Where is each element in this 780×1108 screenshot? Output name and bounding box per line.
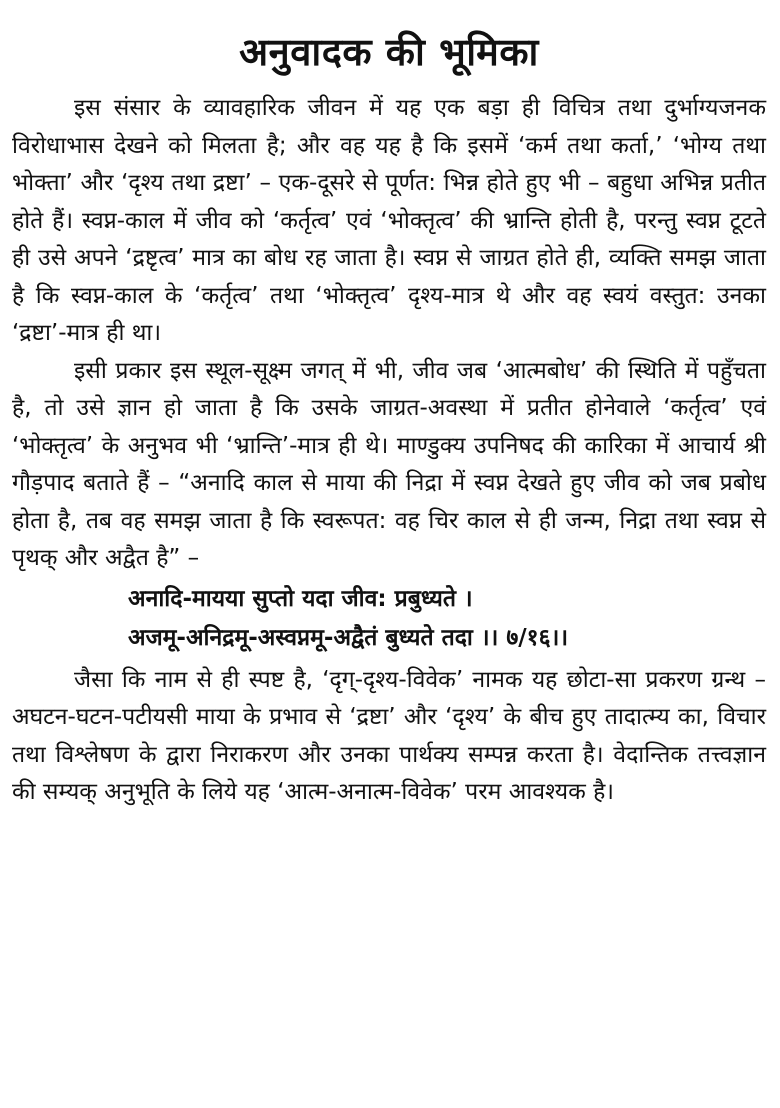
sanskrit-verse — [128, 580, 766, 658]
verse-line-2: अजमू-अनिद्रमू-अस्वप्नमू-अद्वैतं बुध्यते तदा ।। ७/१६।। — [128, 624, 569, 651]
verse-line-1: अनादि-मायया सुप्तो यदा जीव: प्रबुध्यते । — [128, 585, 473, 612]
paragraph-1: इस संसार के व्यावहारिक जीवन में यह एक बड़ा ही विचित्र तथा दुर्भाग्यजनक विरोधाभास देखने को मिलता है; और वह यह है कि इसमें ‘कर्म तथा कर्ता,’ ‘भोग्य तथा भोक्ता’ और ‘दृश्य तथा द्रष्टा’ – एक-दूसरे से पूर्णत: भिन्न होते हुए भी – बहुधा अभिन्न प्रतीत होते हैं। स्वप्न-काल में जीव को ‘कर्तृत्व’ एवं ‘भोक्तृत्व’ की भ्रान्ति होती है, परन्तु स्वप्न टूटते ही उसे अपने ‘द्रष्टृत्व’ मात्र का बोध रह जाता है। स्वप्न से जाग्रत होते ही, व्यक्ति समझ जाता है कि स्वप्न-काल के ‘कर्तृत्व’ तथा ‘भोक्तृत्व’ दृश्य-मात्र थे और वह स्वयं वस्तुत: उनका ‘द्रष्टा’-मात्र ही था। — [12, 95, 766, 346]
paragraph-3: जैसा कि नाम से ही स्पष्ट है, ‘दृग्-दृश्य-विवेक’ नामक यह छोटा-सा प्रकरण ग्रन्थ – अघटन-घटन-पटीयसी माया के प्रभाव से ‘द्रष्टा’ और ‘दृश्य’ के बीच हुए तादात्म्य का, विचार तथा विश्लेषण के द्वारा निराकरण और उनका पार्थक्य सम्पन्न करता है। वेदान्तिक तत्त्वज्ञान की सम्यक् अनुभूति के लिये यह ‘आत्म-अनात्म-विवेक’ परम आवश्यक है। — [12, 666, 766, 805]
paragraph-2: इसी प्रकार इस स्थूल-सूक्ष्म जगत् में भी, जीव जब ‘आत्मबोध’ की स्थिति में पहुँचता है, तो उसे ज्ञान हो जाता है कि उसके जाग्रत-अवस्था में प्रतीत होनेवाले ‘कर्तृत्व’ एवं ‘भोक्तृत्व’ के अनुभव भी ‘भ्रान्ति’-मात्र ही थे। माण्डुक्य उपनिषद की कारिका में आचार्य श्री गौड़पाद बताते हैं – “अनादि काल से माया की निद्रा में स्वप्न देखते हुए जीव को जब प्रबोध होता है, तब वह समझ जाता है कि स्वरूपत: वह चिर काल से ही जन्म, निद्रा तथा स्वप्न से पृथक् और अद्वैत है” – — [12, 357, 766, 571]
page-title: अनुवादक की भूमिका — [239, 30, 539, 74]
